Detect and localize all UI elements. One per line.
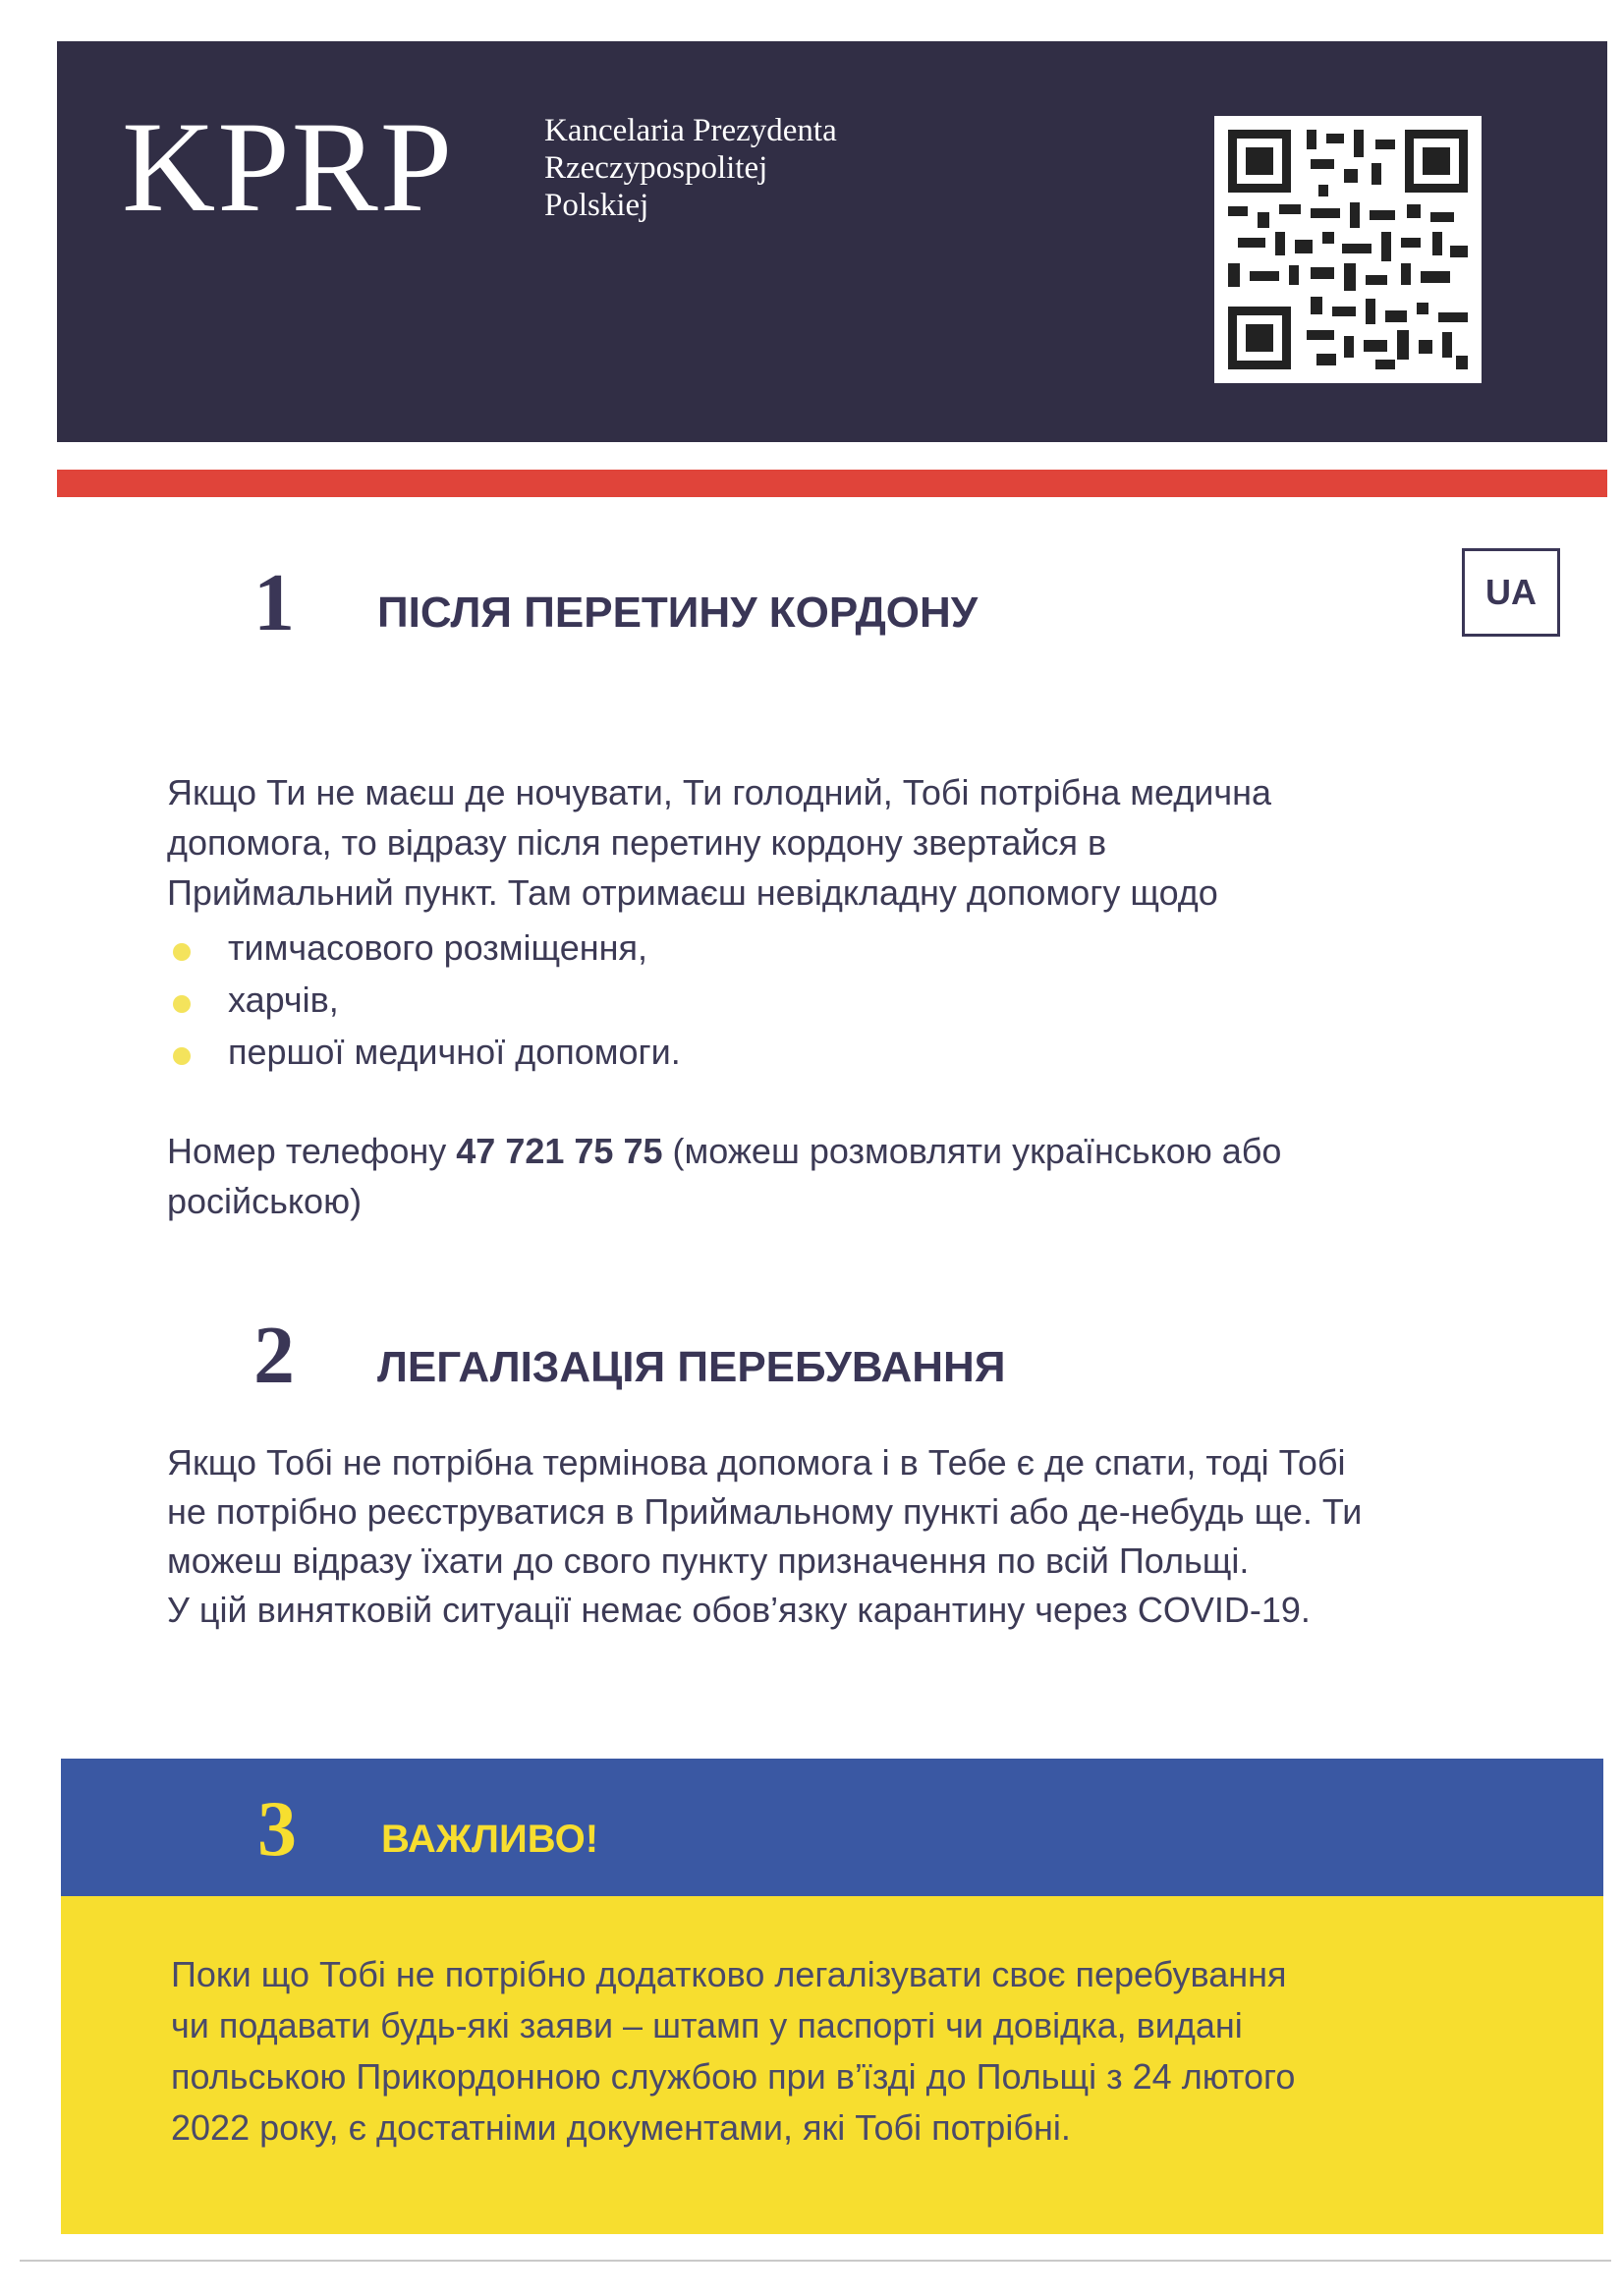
phone-info (167, 1126, 1281, 1226)
section-1-intro (167, 767, 1271, 918)
section-3-body (171, 1949, 1295, 2154)
section-1-number: 1 (253, 557, 295, 648)
text-line: Приймальний пункт. Там отримаєш невідкладну допомогу щодо (167, 872, 1218, 913)
phone-line (167, 1126, 1281, 1176)
text-line: Поки що Тобі не потрібно додатково легалізувати своє перебування (171, 1954, 1287, 1994)
phone-suffix: (можеш розмовляти українською або (662, 1131, 1282, 1171)
bullet-dot-icon (173, 1047, 191, 1065)
section-3-title: ВАЖЛИВО! (381, 1818, 599, 1861)
text-line: чи подавати будь-які заяви – штамп у паспорті чи довідка, видані (171, 2005, 1243, 2045)
text-line: Якщо Тобі не потрібна термінова допомога і в Тебе є де спати, тоді Тобі (167, 1442, 1346, 1483)
phone-number[interactable]: 47 721 75 75 (456, 1131, 663, 1171)
phone-prefix: Номер телефону (167, 1131, 457, 1171)
language-badge: UA (1462, 548, 1560, 637)
list-item-text: тимчасового розміщення, (228, 927, 648, 968)
header-banner (57, 41, 1607, 442)
bullet-dot-icon (173, 943, 191, 961)
section-3-number: 3 (257, 1786, 297, 1873)
organization-name-line: Polskiej (544, 188, 649, 223)
text-line: Якщо Ти не маєш де ночувати, Ти голодний, Тобі потрібна медична (167, 772, 1272, 812)
qr-code-icon[interactable] (1214, 116, 1482, 383)
list-item-text: першої медичної допомоги. (228, 1032, 681, 1072)
list-item (167, 1026, 681, 1078)
footer-divider (20, 2260, 1611, 2262)
kprp-logo: KPRP (122, 94, 455, 239)
section-1-bullet-list (167, 922, 681, 1078)
section-2-number: 2 (253, 1310, 295, 1401)
phone-line-2: російською) (167, 1181, 363, 1221)
text-line: допомога, то відразу після перетину кордону звертайся в (167, 822, 1107, 863)
list-item-text: харчів, (228, 980, 339, 1020)
text-line: не потрібно реєструватися в Приймальному пункті або де-небудь ще. Ти (167, 1491, 1363, 1532)
section-2-title: ЛЕГАЛІЗАЦІЯ ПЕРЕБУВАННЯ (377, 1343, 1006, 1391)
red-divider (57, 470, 1607, 497)
bullet-dot-icon (173, 995, 191, 1013)
text-line: 2022 року, є достатніми документами, які Тобі потрібні. (171, 2107, 1071, 2148)
section-2-body (167, 1438, 1362, 1635)
section-1-title: ПІСЛЯ ПЕРЕТИНУ КОРДОНУ (377, 588, 979, 637)
organization-name-line: Rzeczypospolitej (544, 150, 768, 186)
qr-code-graphic (1228, 130, 1468, 369)
text-line: можеш відразу їхати до свого пункту призначення по всій Польщі. (167, 1540, 1250, 1581)
text-line: польською Прикордонною службою при в’їзді до Польщі з 24 лютого (171, 2056, 1296, 2097)
list-item (167, 922, 681, 974)
organization-name (544, 112, 837, 224)
text-line: У цій винятковій ситуації немає обов’язку карантину через COVID-19. (167, 1590, 1311, 1630)
organization-name-line: Kancelaria Prezydenta (544, 113, 837, 148)
list-item (167, 974, 681, 1026)
